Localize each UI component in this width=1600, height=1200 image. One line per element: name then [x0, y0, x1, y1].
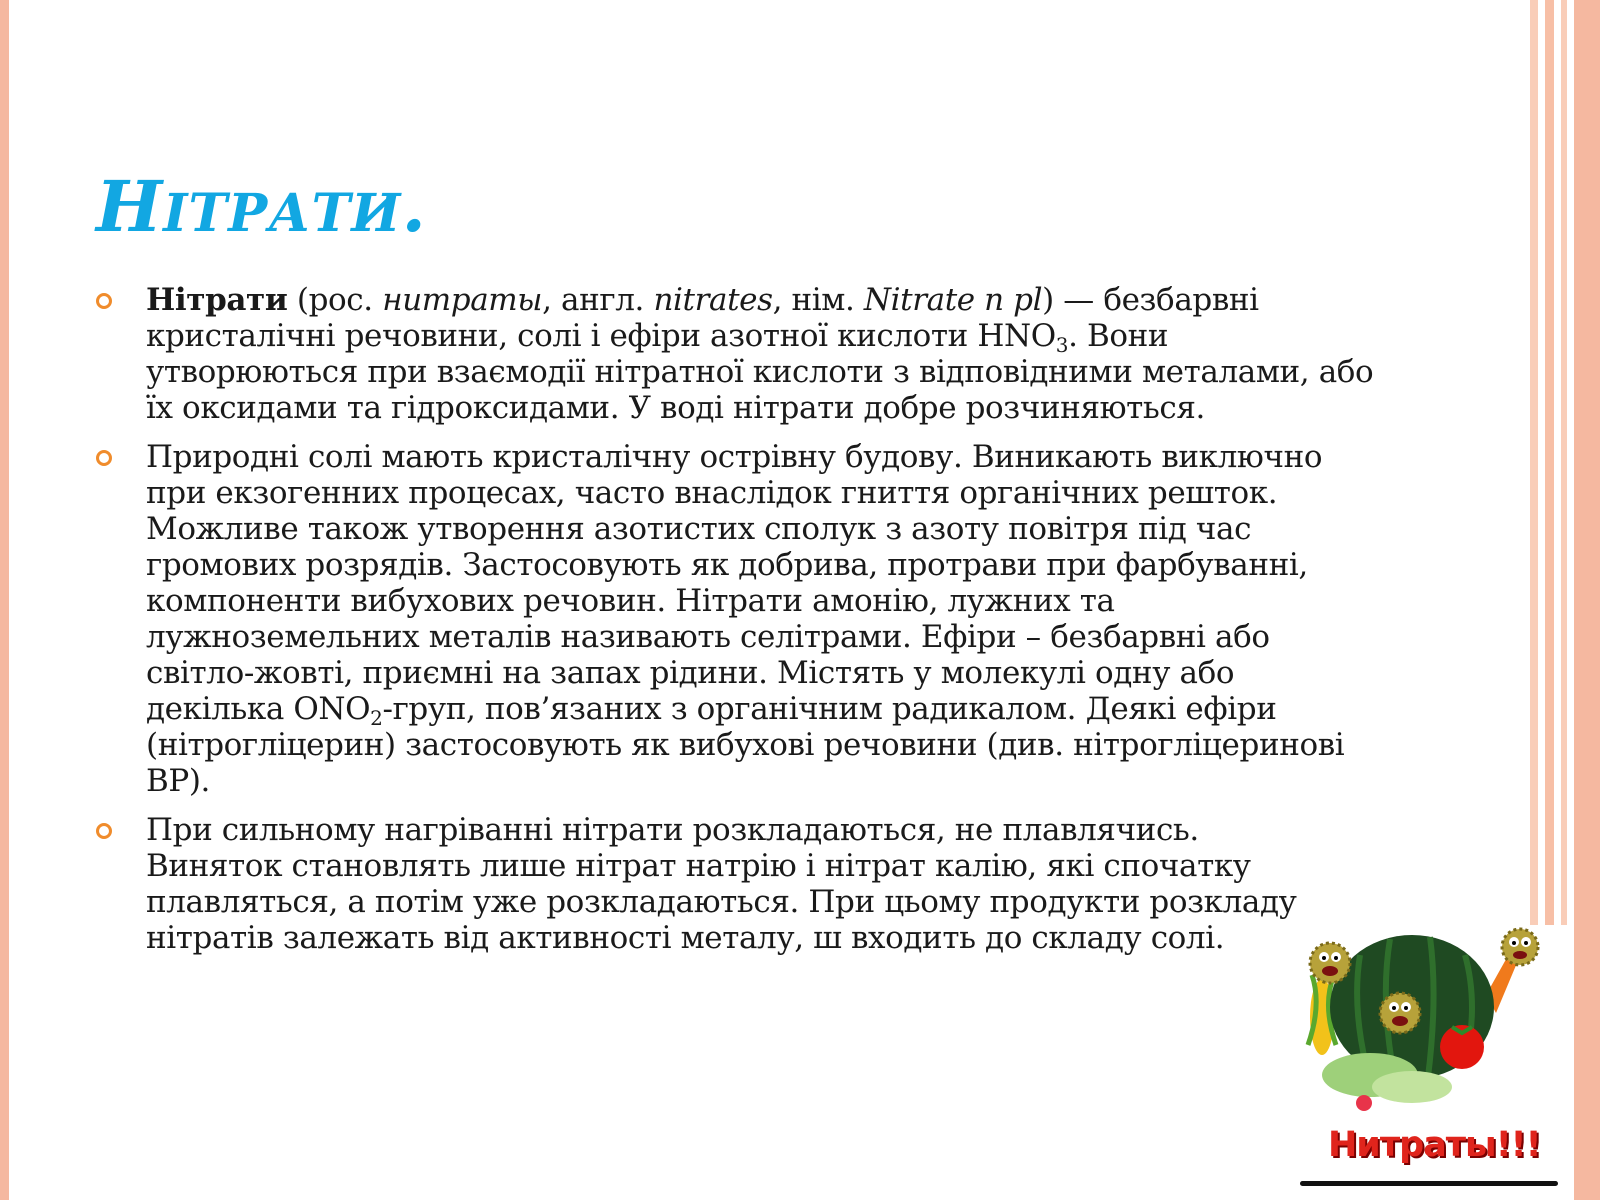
- term: Нітрати: [146, 282, 288, 318]
- caption-underline: [1300, 1181, 1558, 1186]
- bullet-marker-icon: [96, 823, 112, 839]
- bullet-item-natural-salts: [96, 439, 1376, 799]
- bullet-marker-icon: [96, 450, 112, 466]
- left-border-stripe: [0, 0, 9, 1200]
- watermelon-monsters-icon: [1300, 925, 1568, 1125]
- bullet-item-definition: [96, 282, 1376, 426]
- nitrates-illustration: [1300, 925, 1568, 1200]
- bullet-marker-icon: [96, 293, 112, 309]
- right-border-stripe: [1574, 0, 1600, 1200]
- nitrate-monster-icon: [1380, 993, 1420, 1033]
- nitrate-monster-icon: [1502, 929, 1538, 965]
- bullet-text: Нітрати (рос. нитраты, англ. nitrates, нім. Nitrate n pl) — безбарвні кристалічні речовини, солі і ефіри азотної кислоти $HNO_3$. Вони утворюються при взаємодії нітратної кислоти з відповідними металами, або їх оксидами та гідроксидами. У воді нітрати добре розчиняються.: [146, 282, 1374, 426]
- picture-caption: Нитраты!!!: [1328, 1125, 1541, 1165]
- bullet-item-decomposition: [96, 812, 1306, 956]
- bullet-text: Природні солі мають кристалічну острівну будову. Виникають виключно при екзогенних процесах, часто внаслідок гниття органічних решток. Можливе також утворення азотистих сполук з азоту повітря під час громових розрядів. Застосовують як добрива, протрави при фарбуванні, компоненти вибухових речовин. Нітрати амонію, лужних та лужноземельних металів називають селітрами. Ефіри – безбарвні або світло-жовті, приємні на запах рідини. Містять у молекулі одну або декілька $ONO_2$-груп, пов’язаних з органічним радикалом. Деякі ефіри (нітрогліцерин) застосовують як вибухові речовини (див. нітрогліцеринові ВР).: [146, 439, 1345, 799]
- bullet-text: При сильному нагріванні нітрати розкладаються, не плавлячись. Виняток становлять лише нітрат натрію і нітрат калію, які спочатку плавляться, а потім уже розкладаються. При цьому продукти розкладу нітратів залежать від активності металу, ш входить до складу солі.: [146, 812, 1297, 956]
- slide-title: НІТРАТИ.: [96, 165, 427, 248]
- nitrate-monster-icon: [1310, 943, 1350, 983]
- slide-content: [96, 282, 1376, 969]
